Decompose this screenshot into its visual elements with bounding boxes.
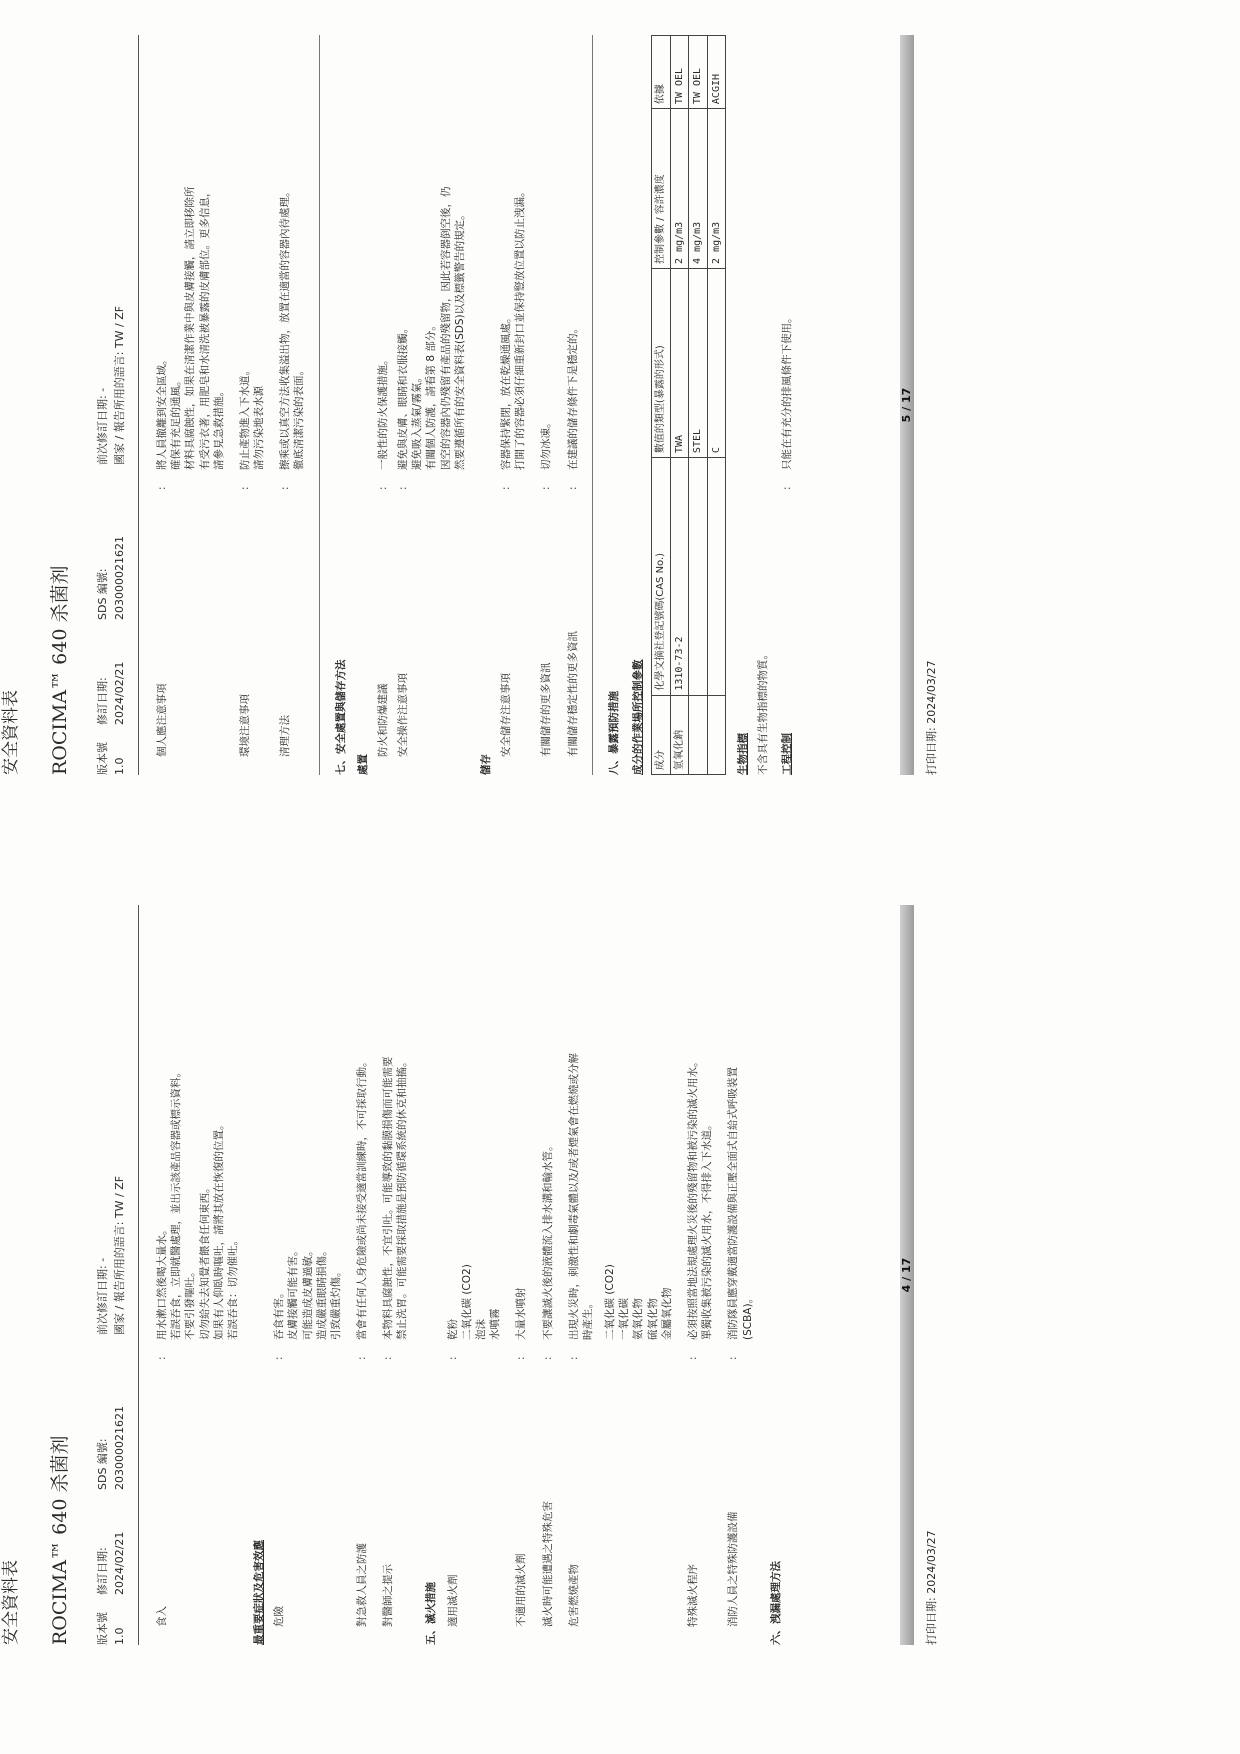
page-number: 4 / 17 xyxy=(900,905,914,1645)
page-5-content xyxy=(155,35,807,775)
revision-date-block: 修訂日期: 2024/02/21 xyxy=(96,661,126,725)
table-row: C 2 mg/m3 ACGIH xyxy=(707,36,726,775)
page-number: 5 / 17 xyxy=(900,35,914,775)
section-divider xyxy=(592,35,593,775)
product-name: ROCIMA™ 640 杀菌剂 xyxy=(49,1435,71,1645)
section-8-title: 八、暴露預防措施 xyxy=(607,691,620,775)
safe-handling-row: 安全操作注意事項 : 避免與皮膚、眼睛和衣服接觸。 避免吸入蒸氣/霧氣。 有關個人防護，請看第 8 部分。 因空的容器內仍殘留有產品的殘留物，因此若容器倒空後，仍 然要遵循所有的安全資料表(SDS)以及標籤警告的規定。 xyxy=(397,186,466,757)
special-procedures-row: 特殊滅火程序 : 必須按照當地法規處理火災後的殘留物和被污染的滅火用水。 單獨收集被污染的滅火用水，不得排入下水道。 xyxy=(686,1056,714,1627)
hazardous-combustion-row: 危害燃燒產物 : 出現火災時，刺激性和劇毒氣體以及/或者煙氣會在燃燒或分解 時產生。 二氧化碳 (CO2) 一氧化碳 氨氧化物 硫氧化物 金屬氧化物 xyxy=(567,1052,673,1627)
sds-page-4 xyxy=(0,905,960,1645)
unsuitable-media-row: 不適用的滅火劑 : 大量水噴射 xyxy=(515,1287,528,1627)
page-4-content xyxy=(155,905,791,1645)
header-rule xyxy=(138,905,139,1645)
print-date: 打印日期: 2024/03/27 xyxy=(925,1530,938,1645)
table-header-row: 成分 化學文摘社登記號碼(CAS No.) 數值的類型(暴露的形式) 控制參數 / 容許濃度 依據 xyxy=(652,36,671,775)
note-to-physician-row: 對醫師之提示 : 本物料具腐蝕性，不宜引吐。可能導致的黏膜損傷而可能需要 禁止洗胃。可能需要採取措施是預防循環系統的休克和抽搐。 xyxy=(382,1056,409,1627)
table-row: 氫氧化鈉 1310-73-2 TWA 2 mg/m3 TW OEL xyxy=(670,36,689,775)
engineering-control-row: 工程控制 : 只能在有充分的排風條件下使用。 xyxy=(781,312,794,775)
special-hazards-row: 滅火時可能遭遇之特殊危害 : 不要讓滅火後的液體流入排水溝和輸水管。 xyxy=(541,1140,554,1627)
storage-stability-row: 有關儲存穩定性的更多資訊 : 在建議的儲存條件下是穩定的。 xyxy=(566,323,579,757)
storage-heading: 儲存 xyxy=(479,754,492,775)
biological-indicator-heading: 生物指標 xyxy=(737,733,750,775)
section-6-title: 六、洩漏處理方法 xyxy=(769,1561,782,1645)
exposure-limits-table xyxy=(651,35,726,775)
firefighter-equipment-row: 消防人員之特殊防護設備 : 消防隊員應穿戴適當防護設備與正壓全面式自給式呼吸裝置 (SCBA)。 xyxy=(727,1067,754,1627)
print-date: 打印日期: 2024/03/27 xyxy=(925,660,938,775)
version-block: 版本號 1.0 xyxy=(96,742,126,775)
header-rule xyxy=(138,35,139,775)
version-block: 版本號 1.0 xyxy=(96,1612,126,1645)
sds-number-block: SDS 編號: 203000021621 xyxy=(96,1406,126,1490)
previous-revision-block: 前次修訂日期: - 國家 / 報告所用的語言: TW / ZF xyxy=(96,1175,126,1335)
first-aider-protection-row: 對急救人員之防護 : 當會有任何人身危險或尚未接受適當訓練時，不可採取行動。 xyxy=(356,1056,369,1627)
suitable-media-row: 適用滅火劑 : 乾粉 二氧化碳 (CO2) 泡沫 水噴霧 xyxy=(446,1264,502,1627)
ingestion-row: 食入 : 用水漱口然後喝大量水。 若誤吞食，立即就醫處理，並出示該產品容器或標示資料。 不要引發嘔吐。 切勿給失去知覺者餵食任何東西。 如果有人仰臥時嘔吐，請將其放在恢復的位置。 若誤吞食：切勿催吐。 xyxy=(156,1067,239,1627)
handling-heading: 處置 xyxy=(356,754,369,775)
safe-storage-row: 安全儲存注意事項 : 容器保持緊閉，放在乾燥通風處。 打開了的容器必須仔細重新封口並保持豎放位置以防止洩漏。 xyxy=(500,186,527,757)
document-title: 安全資料表 xyxy=(1,690,21,775)
section-divider xyxy=(319,35,320,775)
revision-date-block: 修訂日期: 2024/02/21 xyxy=(96,1531,126,1595)
table-row: STEL 4 mg/m3 TW OEL xyxy=(689,36,708,775)
section-7-title: 七、安全處置與儲存方法 xyxy=(334,659,347,775)
document-title: 安全資料表 xyxy=(1,1560,21,1645)
sds-page-5 xyxy=(0,35,960,775)
workplace-control-heading: 成分的作業場所控制參數 xyxy=(631,659,644,775)
biological-indicator-text: 不含具有生物指標的物質。 xyxy=(757,649,770,775)
section-5-title: 五、滅火措施 xyxy=(424,1582,437,1645)
personal-precautions-row: 個人應注意事項 : 將人員撤離到安全區域。 確保有充足的通風。 材料具腐蝕性，如果在清潔作業中與皮膚接觸，請立即移除所 有受污衣著，用肥皂和水清洗被暴露的皮膚部位。更多信息， 請參見急救措施。 xyxy=(156,186,225,757)
cleanup-methods-row: 清理方法 : 擦乘或以真空方法收集溢出物，放置在適當的容器內待處理。 徹底清潔污染的表面。 xyxy=(279,186,306,757)
hazard-row: 危險 : 吞食有害。 皮膚接觸可能有害。 可能造成皮膚過敏。 造成嚴重眼睛損傷。 引致嚴重灼傷。 xyxy=(273,1245,342,1627)
storage-info-row: 有關儲存的更多資訊 : 切勿冰凍。 xyxy=(540,417,553,757)
symptoms-heading: 最重要症狀及危害效應 xyxy=(253,1540,266,1645)
fire-protection-row: 防火和防爆建議 : 一般性的防火保護措施。 xyxy=(376,354,389,757)
sds-number-block: SDS 編號: 203000021621 xyxy=(96,536,126,620)
product-name: ROCIMA™ 640 杀菌剂 xyxy=(49,565,71,775)
environmental-precautions-row: 環境注意事項 : 防止產物進入下水道。 請勿污染地表水源 xyxy=(238,365,266,757)
previous-revision-block: 前次修訂日期: - 國家 / 報告所用的語言: TW / ZF xyxy=(96,305,126,465)
